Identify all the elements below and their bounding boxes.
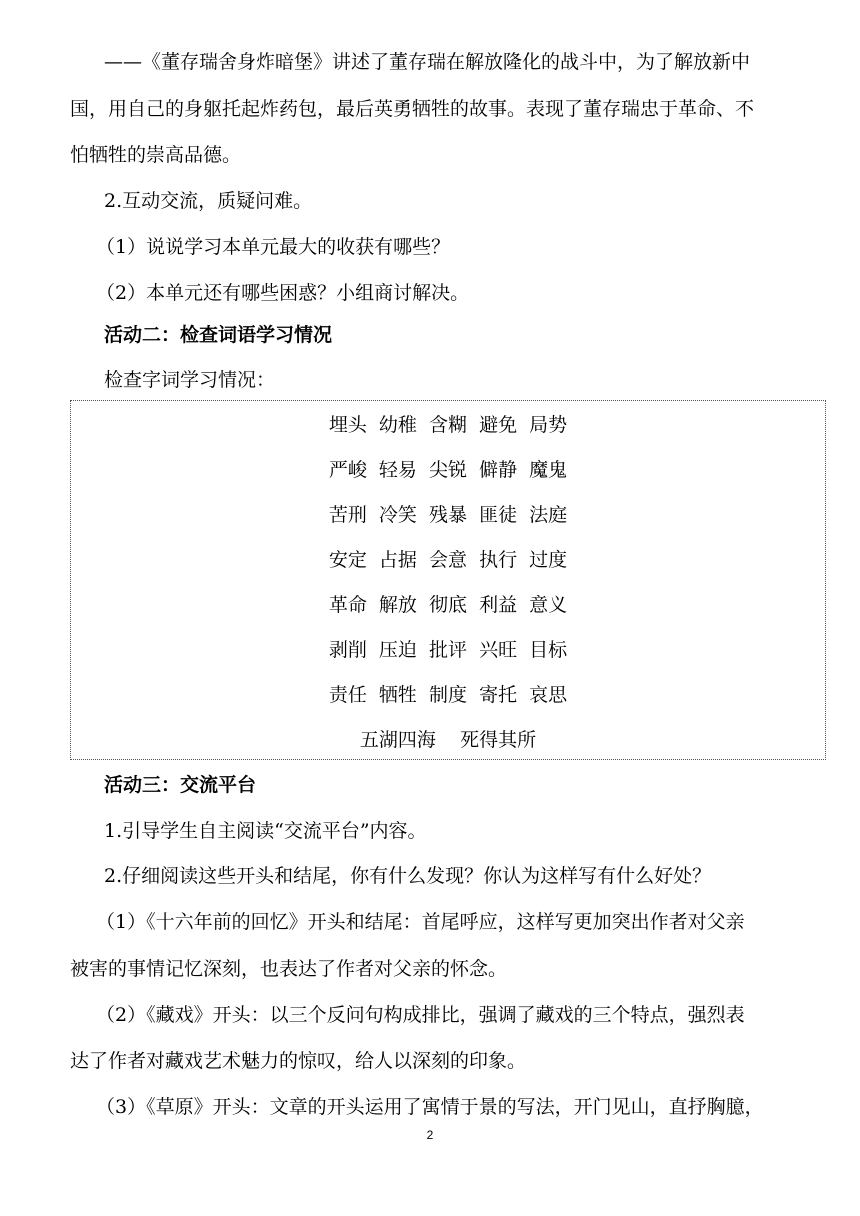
word-row: 五湖四海 死得其所 [359,729,537,751]
word-row: 剥削 压迫 批评 兴旺 目标 [328,639,568,661]
paragraph-line: 国，用自己的身躯托起炸药包，最后英勇牺牲的故事。表现了董存瑞忠于革命、不 [70,98,755,120]
paragraph-line: 2.互动交流，质疑问难。 [104,190,313,212]
word-list-box [70,400,826,760]
word-row: 安定 占据 会意 执行 过度 [328,549,568,571]
section-heading: 活动二：检查词语学习情况 [104,324,333,346]
paragraph-line: （2）本单元还有哪些困惑？小组商讨解决。 [96,282,470,304]
word-row: 责任 牺牲 制度 寄托 哀思 [328,684,568,706]
paragraph-line: 检查字词学习情况： [104,369,276,391]
paragraph-line: 达了作者对藏戏艺术魅力的惊叹，给人以深刻的印象。 [70,1050,527,1072]
paragraph-line: （2）《藏戏》开头：以三个反问句构成排比，强调了藏戏的三个特点，强烈表 [96,1004,745,1026]
paragraph-line: 怕牺牲的崇高品德。 [70,144,242,166]
paragraph-line: （3）《草原》开头：文章的开头运用了寓情于景的写法，开门见山，直抒胸臆， [96,1096,764,1118]
word-row: 革命 解放 彻底 利益 意义 [328,594,568,616]
word-row: 苦刑 冷笑 残暴 匪徒 法庭 [328,504,568,526]
paragraph-line: 1.引导学生自主阅读“交流平台”内容。 [104,820,427,842]
word-row: 埋头 幼稚 含糊 避免 局势 [328,414,568,436]
paragraph-line: 2.仔细阅读这些开头和结尾，你有什么发现？你认为这样写有什么好处？ [104,865,712,887]
paragraph-line: （1）说说学习本单元最大的收获有哪些？ [96,236,451,258]
paragraph-line: 被害的事情记忆深刻，也表达了作者对父亲的怀念。 [70,958,508,980]
section-heading: 活动三：交流平台 [104,774,257,796]
paragraph-line: （1）《十六年前的回忆》开头和结尾：首尾呼应，这样写更加突出作者对父亲 [96,911,745,933]
paragraph-line: ——《董存瑞舍身炸暗堡》讲述了董存瑞在解放隆化的战斗中，为了解放新中 [104,51,751,73]
word-row: 严峻 轻易 尖锐 僻静 魔鬼 [328,459,568,481]
page-number: 2 [426,1128,434,1142]
